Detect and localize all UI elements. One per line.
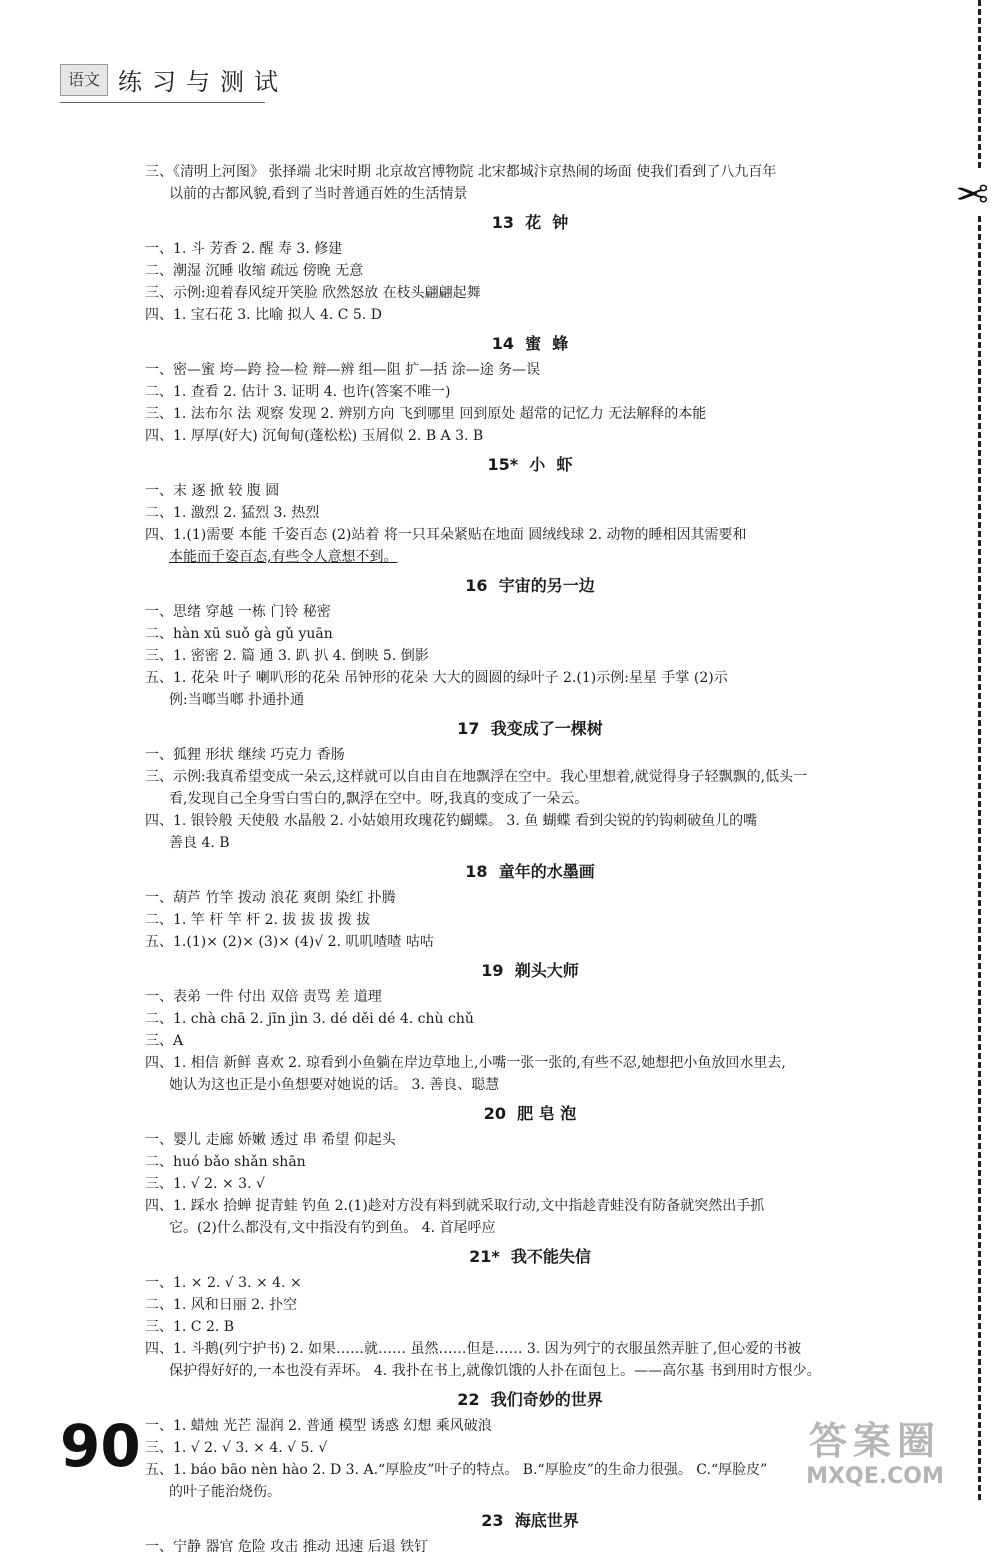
answer-line: 三、《清明上河图》 张择端 北宋时期 北京故宫博物院 北宋都城汴京热闹的场面 使我们看到了八九百年 [145, 164, 777, 180]
answer-line: 四、1. 踩水 拾蝉 捉青蛙 钓鱼 2.(1)趁对方没有料到就采取行动,文中指趁青蛙没有防备就突然出手抓 [145, 1198, 765, 1214]
answer-line: 一、1. 蜡烛 光芒 湿润 2. 普通 模型 诱惑 幻想 乘风破浪 [145, 1418, 492, 1434]
watermark-url: MXQE.COM [806, 1464, 944, 1489]
answer-line: 它。(2)什么都没有,文中指没有钓到鱼。 4. 首尾呼应 [169, 1220, 496, 1236]
answer-line: 善良 4. B [169, 835, 230, 851]
answer-line: 一、1. × 2. √ 3. × 4. × [145, 1275, 302, 1291]
scissors-icon: ✂ [948, 168, 996, 216]
section-title: 17 我变成了一棵树 [457, 719, 603, 738]
answer-line: 一、思绪 穿越 一栋 门铃 秘密 [145, 604, 331, 620]
section-title: 22 我们奇妙的世界 [457, 1390, 603, 1409]
answer-line: 的叶子能治烧伤。 [169, 1484, 281, 1500]
answer-line: 二、huó bǎo shǎn shān [145, 1154, 306, 1170]
answer-line: 看,发现自己全身雪白雪白的,飘浮在空中。呀,我真的变成了一朵云。 [169, 791, 589, 807]
answer-line: 三、1. 法布尔 法 观察 发现 2. 辨别方向 飞到哪里 回到原处 超常的记忆力 无法解释的本能 [145, 406, 707, 422]
header-rule [60, 102, 265, 103]
section-title: 20 肥 皂 泡 [483, 1104, 577, 1123]
answer-line: 五、1.(1)× (2)× (3)× (4)√ 2. 叽叽喳喳 咕咕 [145, 934, 434, 950]
answer-line: 四、1. 宝石花 3. 比喻 拟人 4. C 5. D [145, 307, 382, 323]
answer-line: 四、1. 厚厚(好大) 沉甸甸(蓬松松) 玉屑似 2. B A 3. B [145, 428, 484, 444]
cut-line [978, 0, 981, 1500]
answer-line: 二、1. 激烈 2. 猛烈 3. 热烈 [145, 505, 320, 521]
page-number: 90 [60, 1412, 141, 1480]
answer-line: 三、1. √ 2. √ 3. × 4. √ 5. √ [145, 1440, 328, 1456]
answer-line: 三、示例:我真希望变成一朵云,这样就可以自由自在地飘浮在空中。我心里想着,就觉得身子轻飘飘的,低头一 [145, 769, 808, 785]
section-title: 15* 小 虾 [487, 455, 573, 474]
section-title: 16 宇宙的另一边 [465, 576, 595, 595]
answer-line: 二、潮湿 沉睡 收缩 疏远 傍晚 无意 [145, 263, 364, 279]
answer-line: 一、狐狸 形状 继续 巧克力 香肠 [145, 747, 345, 763]
watermark-text: 答案圈 [808, 1419, 941, 1463]
section-title: 19 剃头大师 [481, 961, 579, 980]
answer-line: 四、1.(1)需要 本能 千姿百态 (2)站着 将一只耳朵紧贴在地面 圆绒线球 2. 动物的睡相因其需要和 [145, 527, 747, 543]
answer-content [145, 161, 915, 1558]
answer-line: 一、表弟 一件 付出 双倍 责骂 差 道理 [145, 989, 382, 1005]
answer-line: 一、密—蜜 垮—跨 捡—检 辩—辨 组—阻 扩—括 涂—途 务—误 [145, 362, 541, 378]
answer-line: 二、1. 风和日丽 2. 扑空 [145, 1297, 298, 1313]
answer-line: 一、宁静 器官 危险 攻击 推动 迅速 后退 铁钉 [145, 1539, 429, 1555]
section-title: 23 海底世界 [481, 1511, 579, 1530]
answer-line: 一、末 逐 掀 较 腹 圆 [145, 483, 280, 499]
section-title: 18 童年的水墨画 [465, 862, 595, 881]
section-title: 13 花 钟 [491, 213, 569, 232]
answer-line: 二、1. chà chā 2. jīn jìn 3. dé děi dé 4. chù chǔ [145, 1011, 474, 1027]
answer-line: 一、葫芦 竹竿 拨动 浪花 爽朗 染红 扑腾 [145, 890, 396, 906]
answer-line: 三、示例:迎着春风绽开笑脸 欣然怒放 在枝头翩翩起舞 [145, 285, 481, 301]
answer-line: 三、1. 密密 2. 篇 通 3. 趴 扒 4. 倒映 5. 倒影 [145, 648, 429, 664]
answer-line: 本能而千姿百态,有些令人意想不到。 [169, 549, 398, 565]
answer-line: 二、hàn xū suǒ gà gǔ yuān [145, 626, 333, 642]
answer-line: 二、1. 竿 杆 竿 杆 2. 拔 拔 拔 拨 拔 [145, 912, 371, 928]
answer-line: 一、1. 斗 芳香 2. 醒 寿 3. 修建 [145, 241, 343, 257]
answer-line: 五、1. 花朵 叶子 喇叭形的花朵 吊钟形的花朵 大大的圆圆的绿叶子 2.(1)示例:星星 手掌 (2)示 [145, 670, 728, 686]
watermark-logo [770, 1418, 980, 1496]
answer-line: 例:当啷当啷 扑通扑通 [169, 692, 305, 708]
answer-line: 五、1. báo bāo nèn hào 2. D 3. A.“厚脸皮”叶子的特点。 B.“厚脸皮”的生命力很强。 C.“厚脸皮” [145, 1462, 768, 1478]
answer-line: 四、1. 斗鹅(列宁护书) 2. 如果……就…… 虽然……但是…… 3. 因为列宁的衣服虽然弄脏了,但心爱的书被 [145, 1341, 802, 1357]
answer-line: 她认为这也正是小鱼想要对她说的话。 3. 善良、聪慧 [169, 1077, 500, 1093]
section-title: 21* 我不能失信 [469, 1247, 591, 1266]
answer-line: 四、1. 银铃般 天使般 水晶般 2. 小姑娘用玫瑰花钓蝴蝶。 3. 鱼 蝴蝶 看到尖锐的钓钩刺破鱼儿的嘴 [145, 813, 758, 829]
page-header [60, 58, 320, 108]
answer-line: 三、1. √ 2. × 3. √ [145, 1176, 265, 1192]
answer-line: 一、婴儿 走廊 娇嫩 透过 串 希望 仰起头 [145, 1132, 396, 1148]
answer-line: 保护得好好的,一本也没有弄坏。 4. 我扑在书上,就像饥饿的人扑在面包上。——高尔基 书到用时方恨少。 [169, 1363, 821, 1379]
section-title: 14 蜜 蜂 [491, 334, 569, 353]
answer-line: 以前的古都风貌,看到了当时普通百姓的生活情景 [169, 186, 468, 202]
subject-badge: 语文 [60, 64, 108, 96]
answer-line: 三、A [145, 1033, 184, 1049]
answer-line: 四、1. 相信 新鲜 喜欢 2. 琼看到小鱼躺在岸边草地上,小嘴一张一张的,有些不忍,她想把小鱼放回水里去, [145, 1055, 786, 1071]
book-title: 练习与测试 [118, 68, 288, 96]
answer-line: 三、1. C 2. B [145, 1319, 235, 1335]
answer-line: 二、1. 查看 2. 估计 3. 证明 4. 也许(答案不唯一) [145, 384, 451, 400]
